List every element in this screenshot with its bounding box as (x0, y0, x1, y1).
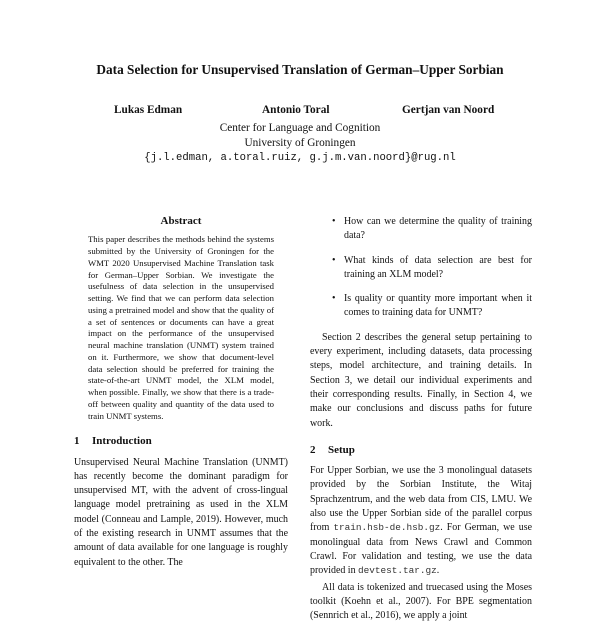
research-questions (310, 215, 532, 321)
paper-title: Data Selection for Unsupervised Translation of German–Upper Sorbian (96, 62, 504, 77)
section-heading (74, 434, 288, 448)
section-title: Setup (328, 443, 355, 456)
section-title: Introduction (92, 435, 152, 448)
author-name: Lukas Edman (114, 104, 183, 116)
abstract-heading: Abstract (160, 215, 202, 227)
list-item: • How can we determine the quality of training data? (332, 216, 532, 242)
right-column (310, 215, 532, 623)
section-number: 1 (74, 435, 80, 448)
intro-paragraph: Unsupervised Neural Machine Translation (UNMT) has recently become the dominant paradigm for unsupervised MT, with the advent of cross-lingual language model pretraining as used in the XLM model (Conneau and Lample, 2019). However, much of the existing research in UNMT assumes that the amount of data available for one language is roughly equivalent to the other. The (74, 456, 288, 568)
author-name: Antonio Toral (262, 104, 330, 116)
section-heading (310, 443, 532, 457)
setup-paragraph: All data is tokenized and truecased using the Moses toolkit (Koehn et al., 2007). For BPE segmentation (Sennrich et al., 2016), we apply a joint (310, 581, 532, 622)
left-column (74, 214, 288, 570)
filename: train.hsb-de.hsb.gz (333, 522, 441, 534)
affiliation-line: Center for Language and Cognition (219, 122, 381, 134)
list-item: • What kinds of data selection are best for training an XLM model? (332, 254, 532, 280)
setup-paragraph: For Upper Sorbian, we use the 3 monolingual datasets provided by the Sorbian Institute, the Witaj Sprachzentrum, and the web data from CIS, LMU. We also use the Upper Sorbian side of the parallel corpus from train.hsb-de.hsb.gz. For German, we use monolingual data from News Crawl and Common Crawl. For validation and testing, we use the data provided in devtest.tar.gz. (310, 465, 532, 577)
overview-paragraph: Section 2 describes the general setup pertaining to every experiment, including datasets, data processing steps, model architecture, and training details. In Section 3, we detail our individual experiments and their corresponding results. Finally, in Section 4, we make our conclusions and discuss paths for future work. (310, 331, 532, 429)
section-number: 2 (310, 443, 316, 456)
affiliation-line: University of Groningen (244, 137, 356, 149)
abstract-text: This paper describes the methods behind the systems submitted by the University of Groningen for the WMT 2020 Unsupervised Machine Translation task for German–Upper Sorbian. We investigate the usefulness of data selection in the unsupervised setting. We find that we can perform data selection using a pretrained model and show that the quality of a set of sentences or documents can have a great impact on the performance of the unsupervised neural machine translation (UNMT) system trained on it. Furthermore, we show that document-level data selection should be preferred for training the state-of-the-art UNMT model, the XLM model, when possible. Finally, we show that there is a trade-off between quality and quantity of the data used to train UNMT systems. (88, 234, 274, 421)
filename: devtest.tar.gz (358, 565, 437, 577)
author-emails: {j.l.edman, a.toral.ruiz, g.j.m.van.noord}@rug.nl (144, 152, 456, 164)
author-name: Gertjan van Noord (402, 104, 495, 116)
list-item: • Is quality or quantity more important when it comes to training data for UNMT? (332, 293, 532, 319)
